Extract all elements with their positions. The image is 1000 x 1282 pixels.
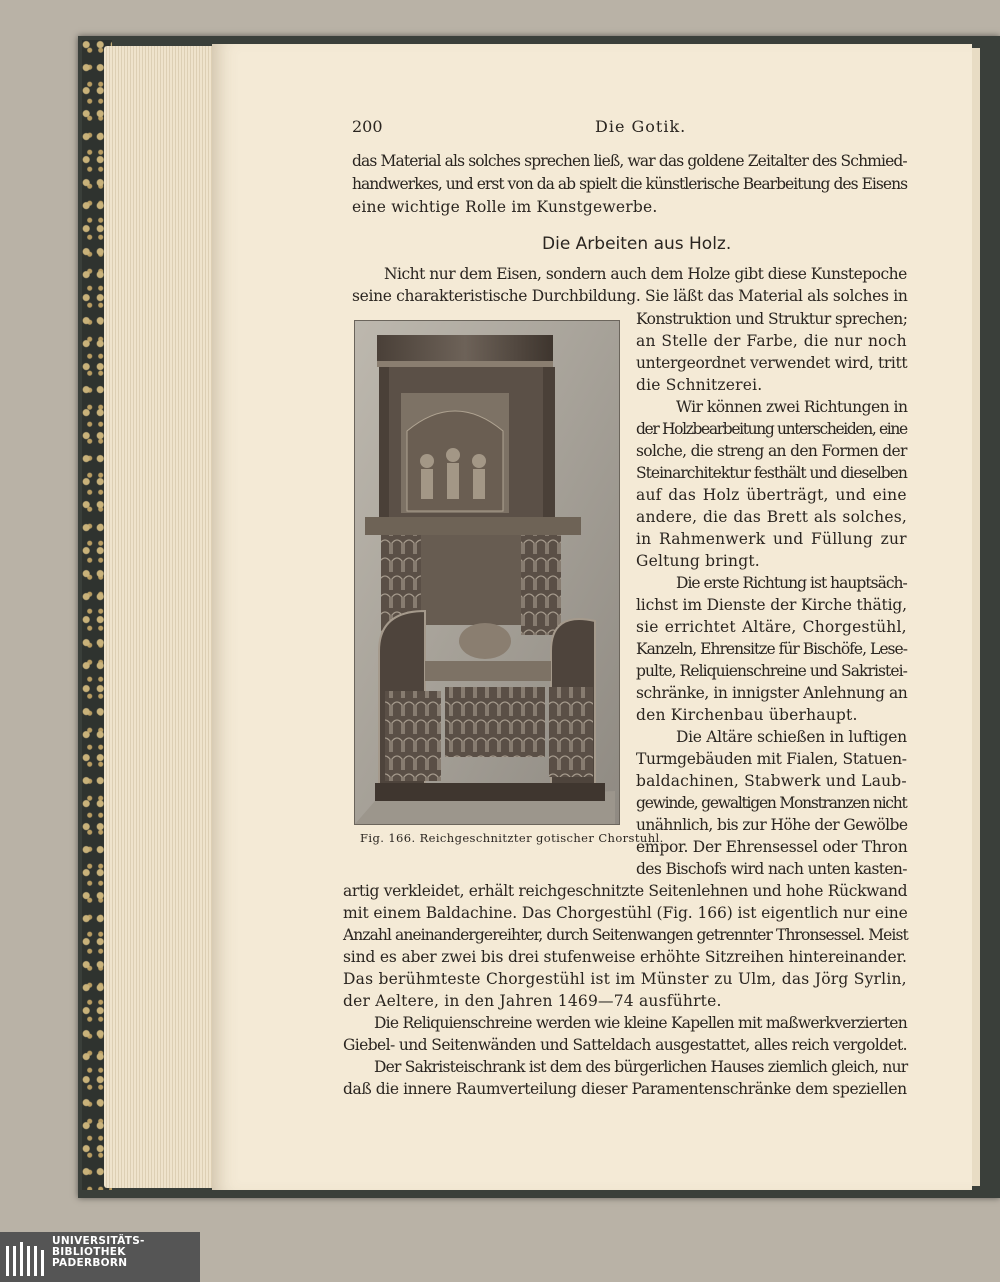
text-line: empor. Der Ehrensessel oder Thron [636, 838, 908, 856]
text-line: Giebel- und Seitenwänden und Satteldach ausgestattet, alles reich vergoldet. [343, 1036, 907, 1054]
text-line: des Bischofs wird nach unten kasten- [636, 860, 907, 878]
text-line: Anzahl aneinandergereihter, durch Seitenwangen getrennter Thronsessel. Meist [343, 926, 908, 944]
text-line: Die erste Richtung ist hauptsäch- [676, 574, 907, 592]
text-line: das Material als solches sprechen ließ, war das goldene Zeitalter des Schmied- [352, 152, 907, 170]
text-line: untergeordnet verwendet wird, tritt [636, 354, 908, 372]
text-line: baldachinen, Stabwerk und Laub- [636, 772, 907, 790]
text-line: gewinde, gewaltigen Monstranzen nicht [636, 794, 907, 812]
text-line: handwerkes, und erst von da ab spielt die künstlerische Bearbeitung des Eisens [352, 175, 908, 193]
figure-caption: Fig. 166. Reichgeschnitzter gotischer Chorstuhl. [360, 831, 664, 845]
text-line: den Kirchenbau überhaupt. [636, 706, 858, 724]
text-line: auf das Holz überträgt, und eine [636, 486, 907, 504]
text-line: lichst im Dienste der Kirche thätig, [636, 596, 907, 614]
text-line: Die Reliquienschreine werden wie kleine Kapellen mit maßwerkverzierten [374, 1014, 907, 1032]
text-line: Nicht nur dem Eisen, sondern auch dem Holze gibt diese Kunstepoche [384, 265, 907, 283]
text-line: Geltung bringt. [636, 552, 760, 570]
library-logo [0, 1232, 200, 1282]
text-line: seine charakteristische Durchbildung. Sie läßt das Material als solches in [352, 287, 908, 305]
page-edges [104, 46, 214, 1188]
text-line: eine wichtige Rolle im Kunstgewerbe. [352, 198, 658, 216]
logo-line-1: UNIVERSITÄTS- [52, 1235, 145, 1247]
text-line: in Rahmenwerk und Füllung zur [636, 530, 907, 548]
text-line: Turmgebäuden mit Fialen, Statuen- [636, 750, 907, 768]
page-number: 200 [352, 117, 383, 136]
text-line: mit einem Baldachine. Das Chorgestühl (Fig. 166) ist eigentlich nur eine [343, 904, 908, 922]
text-line: der Holzbearbeitung unterscheiden, eine [636, 420, 907, 438]
text-line: an Stelle der Farbe, die nur noch [636, 332, 907, 350]
text-line: Der Sakristeischrank ist dem des bürgerlichen Hauses ziemlich gleich, nur [374, 1058, 908, 1076]
text-line: Das berühmteste Chorgestühl ist im Münster zu Ulm, das Jörg Syrlin, [343, 970, 907, 988]
text-line: daß die innere Raumverteilung dieser Paramentenschränke dem speziellen [343, 1080, 907, 1098]
text-line: Wir können zwei Richtungen in [676, 398, 908, 416]
figure-choir-stall [354, 320, 620, 825]
text-line: andere, die das Brett als solches, [636, 508, 907, 526]
logo-line-3: PADERBORN [52, 1257, 128, 1269]
choir-stall-illustration [355, 321, 619, 824]
text-line: Die Altäre schießen in luftigen [676, 728, 907, 746]
section-heading: Die Arbeiten aus Holz. [542, 234, 732, 254]
text-line: der Aeltere, in den Jahren 1469—74 ausführte. [343, 992, 722, 1010]
running-title: Die Gotik. [595, 117, 687, 136]
text-line: artig verkleidet, erhält reichgeschnitzte Seitenlehnen und hohe Rückwand [343, 882, 908, 900]
text-line: die Schnitzerei. [636, 376, 763, 394]
library-logo-icon [6, 1240, 46, 1276]
page-edge-right [972, 48, 980, 1186]
text-line: Kanzeln, Ehrensitze für Bischöfe, Lese- [636, 640, 907, 658]
text-line: solche, die streng an den Formen der [636, 442, 907, 460]
text-line: schränke, in innigster Anlehnung an [636, 684, 908, 702]
library-logo-text [52, 1236, 145, 1269]
text-line: unähnlich, bis zur Höhe der Gewölbe [636, 816, 908, 834]
text-line: Konstruktion und Struktur sprechen; [636, 310, 908, 328]
logo-line-2: BIBLIOTHEK [52, 1246, 126, 1258]
text-line: sind es aber zwei bis drei stufenweise erhöhte Sitzreihen hintereinander. [343, 948, 907, 966]
text-line: sie errichtet Altäre, Chorgestühl, [636, 618, 907, 636]
text-line: Steinarchitektur festhält und dieselben [636, 464, 907, 482]
text-line: pulte, Reliquienschreine und Sakristei- [636, 662, 907, 680]
